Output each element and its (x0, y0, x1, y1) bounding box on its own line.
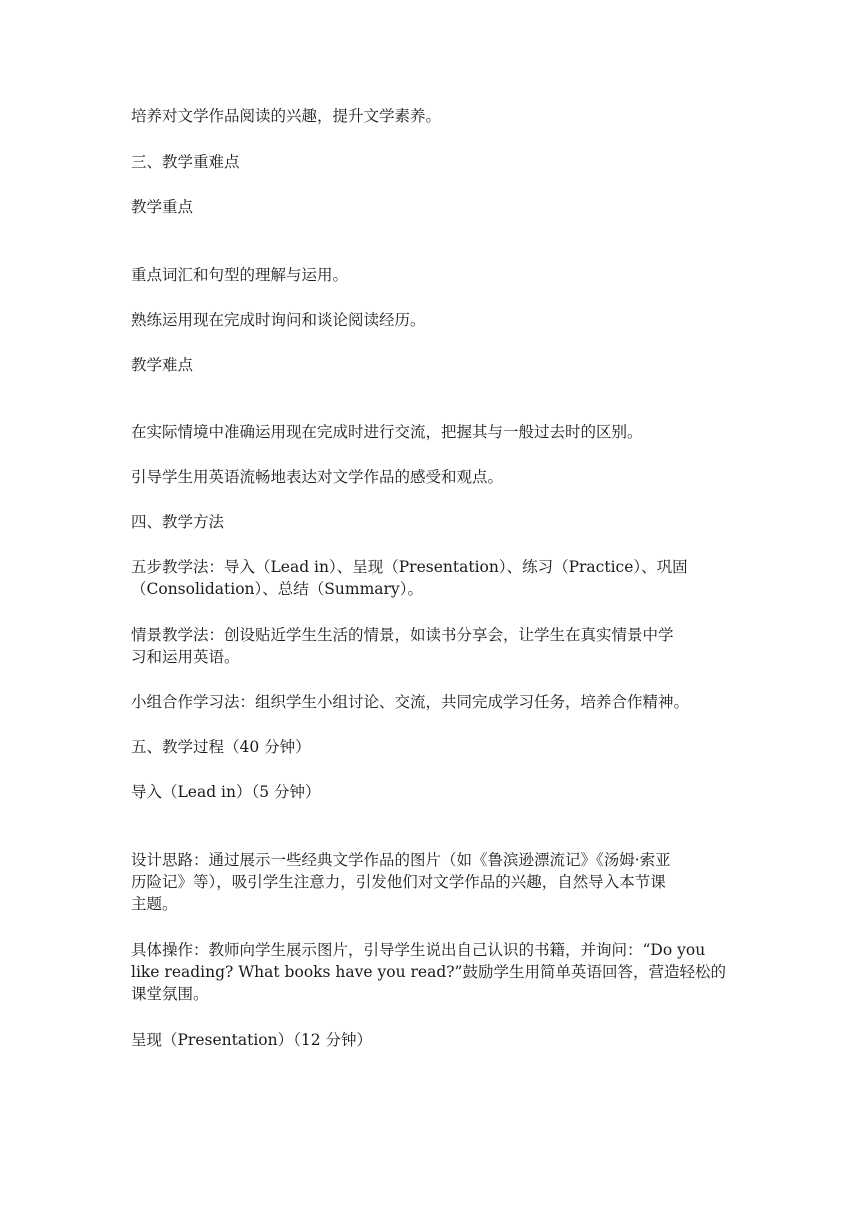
objective-paragraph: 培养对文学作品阅读的兴趣，提升文学素养。 (131, 107, 442, 125)
section-heading-teaching-process: 五、教学过程（40 分钟） (131, 738, 311, 756)
section-heading-key-difficult-points: 三、教学重难点 (131, 153, 240, 171)
subheading-difficult-points: 教学难点 (131, 356, 194, 374)
method-group-cooperation: 小组合作学习法：组织学生小组讨论、交流，共同完成学习任务，培养合作精神。 (131, 693, 690, 711)
design-idea-paragraph: 设计思路：通过展示一些经典文学作品的图片（如《鲁滨逊漂流记》《汤姆·索亚 历险记》等），吸引学生注意力，引发他们对文学作品的兴趣，自然导入本节课 主题。 (131, 851, 671, 913)
subheading-key-points: 教学重点 (131, 198, 194, 216)
difficult-point-item-2: 引导学生用英语流畅地表达对文学作品的感受和观点。 (131, 468, 504, 486)
key-point-item-2: 熟练运用现在完成时询问和谈论阅读经历。 (131, 311, 426, 329)
method-five-step: 五步教学法：导入（Lead in）、呈现（Presentation）、练习（Practice）、巩固 （Consolidation）、总结（Summary）。 (131, 558, 688, 598)
difficult-point-item-1: 在实际情境中准确运用现在完成时进行交流，把握其与一般过去时的区别。 (131, 423, 643, 441)
step-heading-presentation: 呈现（Presentation）（12 分钟） (131, 1031, 372, 1049)
method-situational: 情景教学法：创设贴近学生生活的情景，如读书分享会，让学生在真实情景中学 习和运用英语。 (131, 626, 674, 666)
procedure-paragraph: 具体操作：教师向学生展示图片，引导学生说出自己认识的书籍，并询问：“Do you like reading? What books have you read?”鼓励学生用简单英语回答，营造轻松的 课堂氛围。 (131, 941, 726, 1003)
step-heading-lead-in: 导入（Lead in）（5 分钟） (131, 783, 321, 801)
section-heading-teaching-methods: 四、教学方法 (131, 513, 225, 531)
key-point-item-1: 重点词汇和句型的理解与运用。 (131, 266, 349, 284)
